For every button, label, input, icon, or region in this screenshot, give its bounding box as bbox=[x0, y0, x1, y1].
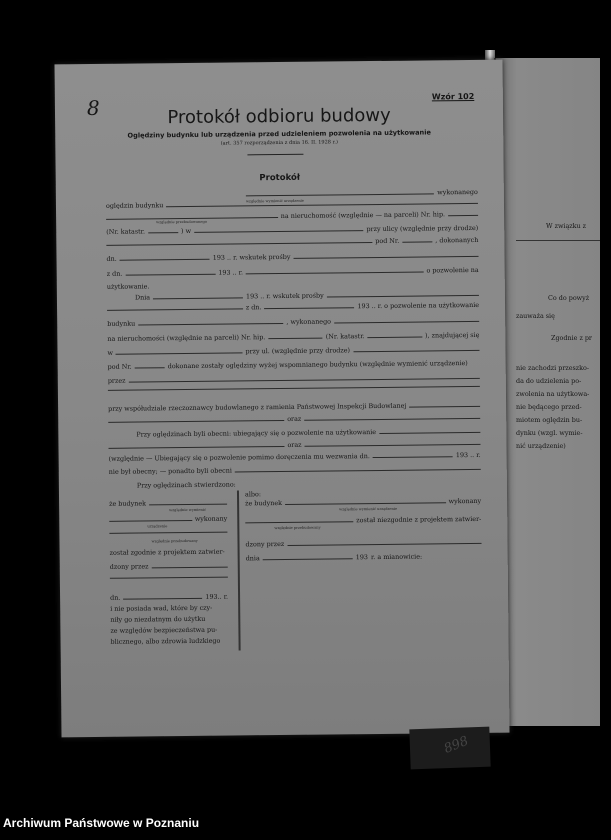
label: przy współudziale rzeczoznawcy budowlanego z ramienia Państwowej Inspekcji Budowlanej bbox=[108, 401, 407, 413]
label: wykonany bbox=[448, 496, 482, 506]
blank-field[interactable] bbox=[151, 567, 227, 569]
divider bbox=[516, 240, 600, 241]
p2-line: nie zachodzi przeszko- bbox=[516, 364, 590, 372]
form-row bbox=[109, 478, 481, 490]
field-caption: urządzenie bbox=[147, 524, 168, 529]
p2-line: nić urządzenie) bbox=[516, 442, 566, 450]
blank-field[interactable] bbox=[125, 274, 215, 276]
blank-field[interactable] bbox=[194, 230, 363, 233]
label: budynku bbox=[107, 319, 136, 328]
form-row bbox=[106, 251, 478, 263]
label: dn. bbox=[106, 254, 117, 263]
page-title: Protokół odbioru budowy bbox=[167, 104, 391, 129]
label: oględzin budynku bbox=[105, 201, 164, 210]
form-row bbox=[110, 548, 228, 557]
label: dnia bbox=[245, 554, 260, 563]
label: Przy oględzinach stwierdzono: bbox=[136, 480, 236, 490]
blank-field[interactable] bbox=[110, 577, 228, 579]
form-row bbox=[107, 290, 479, 302]
form-row bbox=[109, 515, 227, 524]
form-row bbox=[108, 439, 480, 451]
form-row bbox=[107, 279, 479, 291]
blank-field[interactable] bbox=[108, 386, 480, 391]
blank-field[interactable] bbox=[373, 456, 453, 458]
label: 193 .. r. wskutek prośby bbox=[212, 252, 291, 262]
blank-field[interactable] bbox=[120, 259, 210, 261]
field-caption: względnie wymienić urządzenie bbox=[245, 198, 304, 204]
column-divider bbox=[237, 490, 241, 650]
form-row bbox=[109, 499, 227, 508]
subtitle: Oględziny budynku lub urządzenia przed udzieleniem pozwolenia na użytkowanie bbox=[127, 128, 431, 140]
blank-field[interactable] bbox=[353, 350, 479, 352]
label: dn. bbox=[110, 593, 121, 602]
p2-line: nie będącego przed- bbox=[516, 403, 582, 411]
blank-field[interactable] bbox=[268, 338, 322, 340]
label: przez bbox=[107, 376, 126, 385]
form-row bbox=[108, 401, 480, 413]
blank-field[interactable] bbox=[109, 446, 285, 449]
p2-line: W związku z bbox=[546, 222, 587, 230]
label: Dnia bbox=[134, 293, 151, 302]
label: że budynek bbox=[109, 499, 146, 508]
p2-line: miotem oględzin bu- bbox=[516, 416, 583, 424]
blank-field[interactable] bbox=[368, 337, 422, 339]
label: o pozwolenie na bbox=[426, 265, 479, 275]
p2-line: zauważa się bbox=[516, 312, 555, 320]
form-row bbox=[109, 451, 481, 463]
label: został niezgodnie z projektem zatwier- bbox=[356, 514, 482, 525]
p2-line: Zgodnie z pr bbox=[551, 334, 592, 342]
blank-field[interactable] bbox=[293, 256, 478, 259]
label: pod Nr. bbox=[107, 362, 132, 371]
label: 193.. r. bbox=[205, 592, 229, 601]
label: dzony przez bbox=[245, 539, 285, 549]
blank-field[interactable] bbox=[149, 504, 227, 506]
blank-field[interactable] bbox=[107, 308, 243, 310]
text-line: blicznego, albo zdrowia ludzkiego bbox=[110, 636, 221, 646]
label: dzony przez bbox=[109, 562, 149, 571]
label: (Nr. katastr. bbox=[325, 332, 365, 341]
label: , dokonanych bbox=[435, 235, 479, 245]
label: (względnie — Ubiegający się o pozwolenie pomimo doręczenia mu wezwania dn. bbox=[108, 452, 370, 463]
blank-field[interactable] bbox=[128, 378, 479, 383]
p2-line: zwolenia na użytkowa- bbox=[516, 390, 590, 398]
blank-field[interactable] bbox=[409, 406, 480, 408]
archive-stamp-area bbox=[409, 727, 490, 770]
label: (Nr. katastr. bbox=[106, 227, 146, 236]
field-caption: względnie wymienić bbox=[169, 507, 207, 513]
form-page bbox=[54, 60, 509, 738]
form-row bbox=[107, 301, 479, 313]
label: 193 .. r. o pozwolenie na użytkowanie bbox=[357, 300, 480, 311]
form-row bbox=[109, 532, 227, 536]
blank-field[interactable] bbox=[304, 418, 480, 421]
field-caption: względnie przebudowany bbox=[151, 538, 198, 544]
blank-field[interactable] bbox=[402, 241, 432, 242]
p2-line: Co do powyż bbox=[548, 294, 590, 302]
label: oraz bbox=[287, 414, 302, 423]
blank-field[interactable] bbox=[135, 367, 165, 368]
blank-field[interactable] bbox=[106, 242, 372, 246]
form-row bbox=[107, 345, 479, 357]
label: przy ulicy (względnie przy drodze) bbox=[366, 223, 479, 234]
label: ), znajdującej się bbox=[424, 330, 480, 340]
label: 193 bbox=[355, 553, 368, 562]
left-paragraph bbox=[110, 603, 220, 648]
blank-field[interactable] bbox=[334, 321, 479, 324]
text-line: niły go niezdatnym do użytku bbox=[110, 614, 206, 624]
form-row bbox=[108, 386, 480, 393]
label: użytkowanie. bbox=[106, 282, 150, 291]
blank-field[interactable] bbox=[153, 297, 243, 299]
field-caption: względnie przebudowanego bbox=[156, 219, 207, 225]
label: albo: bbox=[244, 490, 261, 499]
text-line: i nie posiada wad, które by czy- bbox=[110, 603, 213, 613]
divider bbox=[247, 154, 303, 156]
blank-field[interactable] bbox=[116, 352, 242, 354]
form-row bbox=[245, 538, 481, 548]
blank-field[interactable] bbox=[109, 532, 227, 534]
label: na nieruchomość (względnie — na parceli) Nr. hip. bbox=[280, 210, 446, 221]
label: został zgodnie z projektem zatwier- bbox=[109, 547, 225, 557]
p2-paragraph bbox=[516, 362, 606, 453]
text-line: ze względów bezpieczeństwa pu- bbox=[110, 625, 218, 635]
blank-field[interactable] bbox=[287, 543, 481, 546]
p2-line: dynku (wzgl. wymie- bbox=[516, 429, 583, 437]
label: z dn. bbox=[245, 303, 262, 312]
blank-field[interactable] bbox=[123, 598, 202, 600]
form-row bbox=[109, 464, 481, 476]
adjacent-page bbox=[494, 58, 600, 726]
blank-field[interactable] bbox=[379, 432, 480, 434]
p2-line: da do udzielenia po- bbox=[516, 377, 582, 385]
label: , wykonanego bbox=[286, 317, 332, 326]
legal-reference: (art. 357 rozporządzenia z dnia 16. II. 1928 r.) bbox=[220, 139, 338, 147]
label: wykonanego bbox=[437, 187, 478, 197]
form-row bbox=[106, 236, 478, 248]
label: dokonane zostały oględziny wyżej wspomnianego budynku (względnie wymienić urządzenie) bbox=[167, 359, 468, 371]
blank-field[interactable] bbox=[305, 444, 481, 447]
form-row bbox=[245, 515, 481, 525]
page-number-stamp: 898 bbox=[442, 733, 471, 757]
blank-field[interactable] bbox=[235, 469, 481, 473]
label: oraz bbox=[287, 440, 302, 449]
blank-field[interactable] bbox=[138, 323, 283, 326]
label: na nieruchomości (względnie na parceli) Nr. hip. bbox=[107, 333, 266, 343]
label: ) w bbox=[180, 226, 192, 236]
field-caption: względnie wymienić urządzenie bbox=[339, 506, 398, 512]
handwritten-number: 8 bbox=[86, 95, 100, 121]
label: w bbox=[107, 348, 114, 357]
blank-field[interactable] bbox=[327, 295, 479, 298]
label: przy ul. (względnie przy drodze) bbox=[245, 346, 351, 356]
field-caption: względnie przebudowany bbox=[274, 525, 321, 531]
blank-field[interactable] bbox=[148, 232, 178, 233]
form-row bbox=[108, 413, 480, 425]
label: z dn. bbox=[106, 269, 123, 278]
section-heading: Protokół bbox=[259, 172, 301, 184]
form-number: Wzór 102 bbox=[431, 91, 475, 102]
blank-field[interactable] bbox=[448, 215, 478, 216]
form-row bbox=[108, 359, 480, 371]
label: 193 .. r. wskutek prośby bbox=[245, 291, 324, 301]
blank-field[interactable] bbox=[245, 521, 353, 523]
form-row bbox=[110, 562, 228, 571]
blank-field[interactable] bbox=[166, 203, 478, 207]
label: wykonany bbox=[194, 514, 228, 523]
label: pod Nr. bbox=[375, 236, 400, 246]
form-row bbox=[107, 331, 479, 343]
form-row bbox=[246, 552, 482, 562]
blank-field[interactable] bbox=[246, 272, 423, 275]
form-row bbox=[108, 427, 480, 439]
label: Przy oględzinach byli obecni: ubiegający się o pozwolenie na użytkowanie bbox=[136, 428, 377, 439]
form-row bbox=[106, 224, 478, 236]
form-row bbox=[245, 497, 481, 507]
form-row bbox=[107, 316, 479, 328]
label: 193 .. r. bbox=[218, 268, 244, 277]
label: nie był obecny; — ponadto byli obecni bbox=[108, 466, 232, 476]
label: że budynek bbox=[245, 499, 282, 508]
form-row bbox=[110, 577, 228, 581]
form-row bbox=[108, 373, 480, 385]
form-row bbox=[110, 593, 228, 602]
blank-field[interactable] bbox=[109, 520, 192, 522]
blank-field[interactable] bbox=[108, 420, 284, 423]
blank-field[interactable] bbox=[285, 502, 446, 505]
label: 193 .. r. bbox=[455, 450, 481, 460]
archive-watermark: Archiwum Państwowe w Poznaniu bbox=[3, 816, 200, 830]
blank-field[interactable] bbox=[263, 558, 353, 560]
form-row bbox=[107, 266, 479, 278]
label: r. a mianowicie: bbox=[370, 552, 423, 562]
blank-field[interactable] bbox=[264, 307, 354, 309]
